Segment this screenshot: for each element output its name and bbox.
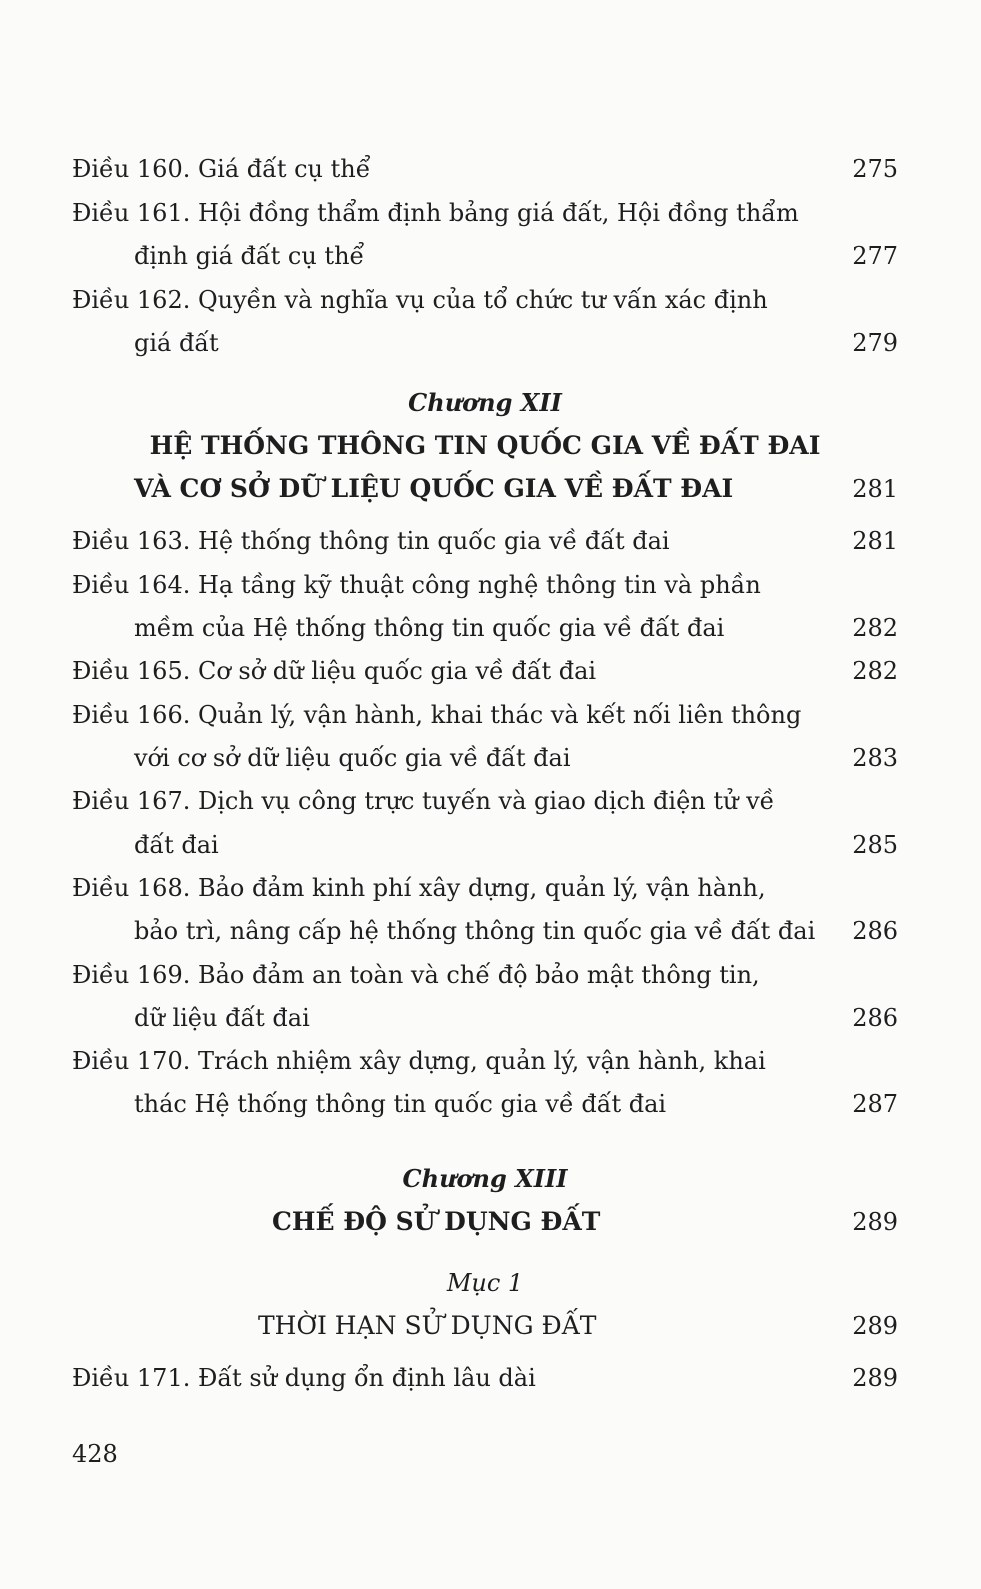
toc-entry-text: Điều 170. Trách nhiệm xây dựng, quản lý, vận hành, khai <box>72 1047 766 1075</box>
toc-entry-162 <box>72 282 898 318</box>
chapter-12-title-line2-row <box>72 471 898 507</box>
section-1-label: Mục 1 <box>446 1269 524 1297</box>
section-1-title-row <box>72 1308 898 1344</box>
toc-entry-text: bảo trì, nâng cấp hệ thống thông tin quốc gia về đất đai <box>134 917 816 945</box>
toc-entry-171 <box>72 1360 898 1396</box>
toc-entry-165 <box>72 653 898 689</box>
toc-entry-170-cont <box>72 1086 898 1122</box>
toc-entry-163 <box>72 523 898 559</box>
chapter-12-page: 281 <box>852 475 898 503</box>
toc-entry-166 <box>72 697 898 733</box>
toc-entry-page: 289 <box>852 1364 898 1392</box>
toc-entry-169-cont <box>72 1000 898 1036</box>
toc-entry-167-cont <box>72 827 898 863</box>
section-1-page: 289 <box>852 1312 898 1340</box>
toc-entry-text: mềm của Hệ thống thông tin quốc gia về đất đai <box>134 614 725 642</box>
toc-entry-text: với cơ sở dữ liệu quốc gia về đất đai <box>134 744 571 772</box>
toc-entry-text: Điều 165. Cơ sở dữ liệu quốc gia về đất đai <box>72 657 597 685</box>
toc-entry-170 <box>72 1043 898 1079</box>
toc-entry-168-cont <box>72 913 898 949</box>
toc-entry-161 <box>72 195 898 231</box>
toc-entry-167 <box>72 783 898 819</box>
section-1-title: THỜI HẠN SỬ DỤNG ĐẤT <box>258 1311 597 1340</box>
toc-entry-page: 282 <box>852 614 898 642</box>
toc-entry-text: định giá đất cụ thể <box>134 242 365 270</box>
chapter-13-title: CHẾ ĐỘ SỬ DỤNG ĐẤT <box>272 1207 601 1236</box>
toc-entry-162-cont <box>72 325 898 361</box>
toc-entry-page: 283 <box>852 744 898 772</box>
toc-entry-text: Điều 162. Quyền và nghĩa vụ của tổ chức tư vấn xác định <box>72 286 768 314</box>
toc-entry-page: 286 <box>852 1004 898 1032</box>
chapter-12-title-line1: HỆ THỐNG THÔNG TIN QUỐC GIA VỀ ĐẤT ĐAI <box>149 431 821 460</box>
toc-entry-text: đất đai <box>134 831 219 859</box>
toc-entry-text: Điều 168. Bảo đảm kinh phí xây dựng, quản lý, vận hành, <box>72 874 766 902</box>
page-number: 428 <box>72 1440 118 1468</box>
toc-entry-168 <box>72 870 898 906</box>
toc-entry-169 <box>72 957 898 993</box>
chapter-13-page: 289 <box>852 1208 898 1236</box>
toc-entry-160 <box>72 151 898 187</box>
toc-entry-164 <box>72 567 898 603</box>
toc-entry-page: 277 <box>852 242 898 270</box>
toc-entry-text: giá đất <box>134 329 219 357</box>
toc-entry-166-cont <box>72 740 898 776</box>
chapter-13-title-row <box>72 1204 898 1240</box>
toc-entry-page: 287 <box>852 1090 898 1118</box>
toc-entry-page: 286 <box>852 917 898 945</box>
chapter-12-label: Chương XII <box>408 388 562 417</box>
toc-entry-text: Điều 167. Dịch vụ công trực tuyến và giao dịch điện tử về <box>72 787 775 815</box>
toc-entry-text: Điều 166. Quản lý, vận hành, khai thác và kết nối liên thông <box>72 701 802 729</box>
toc-entry-164-cont <box>72 610 898 646</box>
toc-entry-text: Điều 160. Giá đất cụ thể <box>72 155 371 183</box>
toc-entry-page: 285 <box>852 831 898 859</box>
toc-entry-text: Điều 164. Hạ tầng kỹ thuật công nghệ thông tin và phần <box>72 571 761 599</box>
toc-entry-page: 275 <box>852 155 898 183</box>
toc-entry-text: Điều 163. Hệ thống thông tin quốc gia về đất đai <box>72 527 670 555</box>
toc-entry-text: Điều 171. Đất sử dụng ổn định lâu dài <box>72 1364 536 1392</box>
toc-entry-page: 279 <box>852 329 898 357</box>
toc-entry-page: 281 <box>852 527 898 555</box>
toc-entry-text: thác Hệ thống thông tin quốc gia về đất đai <box>134 1090 667 1118</box>
toc-entry-page: 282 <box>852 657 898 685</box>
chapter-13-label: Chương XIII <box>402 1164 568 1193</box>
toc-entry-text: dữ liệu đất đai <box>134 1004 310 1032</box>
toc-entry-text: Điều 169. Bảo đảm an toàn và chế độ bảo mật thông tin, <box>72 961 760 989</box>
toc-entry-text: Điều 161. Hội đồng thẩm định bảng giá đất, Hội đồng thẩm <box>72 199 799 227</box>
toc-entry-161-cont <box>72 238 898 274</box>
chapter-12-title-line2: VÀ CƠ SỞ DỮ LIỆU QUỐC GIA VỀ ĐẤT ĐAI <box>134 474 734 503</box>
